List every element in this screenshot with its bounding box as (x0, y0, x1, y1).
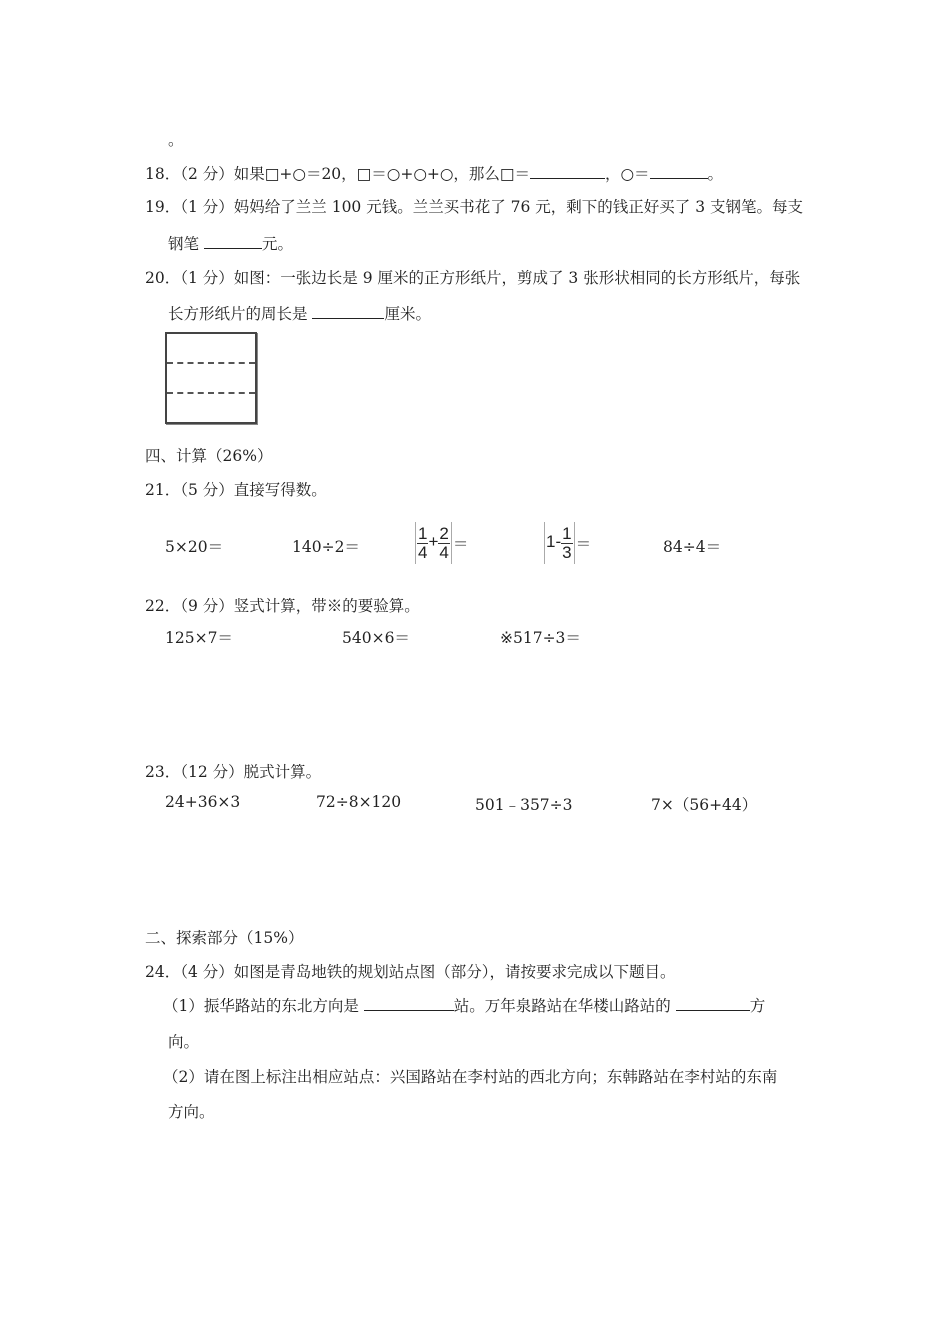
bracket-line (451, 522, 452, 564)
section-heading-exploration: 二、探索部分（15%） (145, 929, 304, 947)
stepwise-calc-item: 7×（56+44） (651, 796, 758, 814)
stepwise-calc-item: 501﹣357÷3 (475, 796, 573, 814)
question-number: 23． (145, 763, 181, 781)
calc-item: 5×20＝ (165, 538, 224, 556)
equals-sign: ＝ (452, 535, 469, 553)
question-21 (145, 478, 327, 500)
question-18 (145, 162, 723, 184)
vertical-calc-item: 540×6＝ (342, 629, 410, 647)
equals-sign: ＝ (575, 535, 592, 553)
fraction-numerator: 2 (439, 523, 449, 543)
question-24-part-2-line-2: 方向。 (168, 1103, 215, 1121)
question-24-part-2: （2）请在图上标注出相应站点：兴国路站在李村站的西北方向；东韩路站在李村站的东南 (163, 1068, 778, 1086)
fraction-calc-item (543, 522, 591, 564)
bracket-line (415, 522, 416, 564)
question-23 (145, 760, 321, 782)
question-text: 站。万年泉路站在华楼山路站的 (453, 997, 676, 1015)
question-number: 22． (145, 597, 181, 615)
bracket-line (544, 522, 545, 564)
question-text: 方 (749, 997, 766, 1015)
bracket-line (574, 522, 575, 564)
question-score: （4 分） (180, 963, 234, 981)
answer-blank[interactable] (312, 304, 384, 319)
question-text-end: 厘米。 (384, 305, 431, 323)
section-heading-calculation: 四、计算（26%） (145, 447, 273, 465)
top-fragment: 。 (168, 131, 184, 149)
answer-blank[interactable] (364, 996, 454, 1011)
fraction-denominator: 3 (562, 542, 572, 562)
calc-item: 84÷4＝ (663, 538, 722, 556)
question-score: （12 分） (180, 763, 244, 781)
question-text: 竖式计算，带※的要验算。 (233, 597, 420, 615)
dashed-cut-line (167, 392, 255, 394)
question-22 (145, 594, 420, 616)
question-24-part-1 (163, 994, 765, 1016)
square-paper-figure (165, 332, 257, 424)
question-24 (145, 960, 676, 982)
question-number: 21． (145, 481, 181, 499)
fraction-calc-item (414, 522, 468, 564)
fraction (417, 525, 428, 562)
fraction-denominator: 4 (418, 542, 428, 562)
question-text: 如图：一张边长是 9 厘米的正方形纸片，剪成了 3 张形状相同的长方形纸片，每张 (233, 269, 801, 287)
question-number: 24． (145, 963, 181, 981)
operator: + (428, 532, 439, 551)
fraction-denominator: 4 (439, 542, 449, 562)
question-text: 脱式计算。 (243, 763, 322, 781)
answer-blank[interactable] (204, 234, 262, 249)
question-number: 18． (145, 165, 181, 183)
fraction-numerator: 1 (418, 523, 428, 543)
question-score: （5 分） (180, 481, 234, 499)
question-number: 19． (145, 198, 181, 216)
question-score: （9 分） (180, 597, 234, 615)
answer-blank-circle[interactable] (650, 164, 708, 179)
vertical-calc-item: 125×7＝ (165, 629, 233, 647)
fraction-numerator: 1 (562, 523, 572, 543)
fraction (438, 525, 449, 562)
answer-blank-square[interactable] (530, 164, 605, 179)
stepwise-calc-item: 24+36×3 (165, 793, 241, 811)
whole-number: 1- (546, 532, 562, 551)
question-text: 如图是青岛地铁的规划站点图（部分），请按要求完成以下题目。 (233, 963, 676, 981)
question-19 (145, 195, 803, 217)
question-score: （1 分） (180, 269, 234, 287)
question-24-part-1-line-2: 向。 (168, 1033, 200, 1051)
stepwise-calc-item: 72÷8×120 (316, 793, 402, 811)
fraction (561, 525, 572, 562)
question-text: 如果□+○＝20，□＝○+○+○，那么□＝ (233, 165, 530, 183)
question-text-end: 。 (707, 165, 724, 183)
question-19-line-2 (168, 232, 293, 254)
calc-item: 140÷2＝ (292, 538, 360, 556)
question-20 (145, 266, 800, 288)
question-text: 长方形纸片的周长是 (168, 305, 313, 323)
question-20-line-2 (168, 302, 431, 324)
question-text-sep: ，○＝ (605, 165, 650, 183)
question-text: 直接写得数。 (233, 481, 327, 499)
answer-blank[interactable] (676, 996, 750, 1011)
question-text: 钢笔 (168, 235, 204, 253)
question-score: （1 分） (180, 198, 234, 216)
question-text: （1）振华路站的东北方向是 (163, 997, 364, 1015)
question-score: （2 分） (180, 165, 234, 183)
dashed-cut-line (167, 362, 255, 364)
question-number: 20． (145, 269, 181, 287)
question-text: 妈妈给了兰兰 100 元钱。兰兰买书花了 76 元，剩下的钱正好买了 3 支钢笔。每支 (233, 198, 804, 216)
vertical-calc-item: ※517÷3＝ (500, 629, 581, 647)
question-text-end: 元。 (261, 235, 293, 253)
